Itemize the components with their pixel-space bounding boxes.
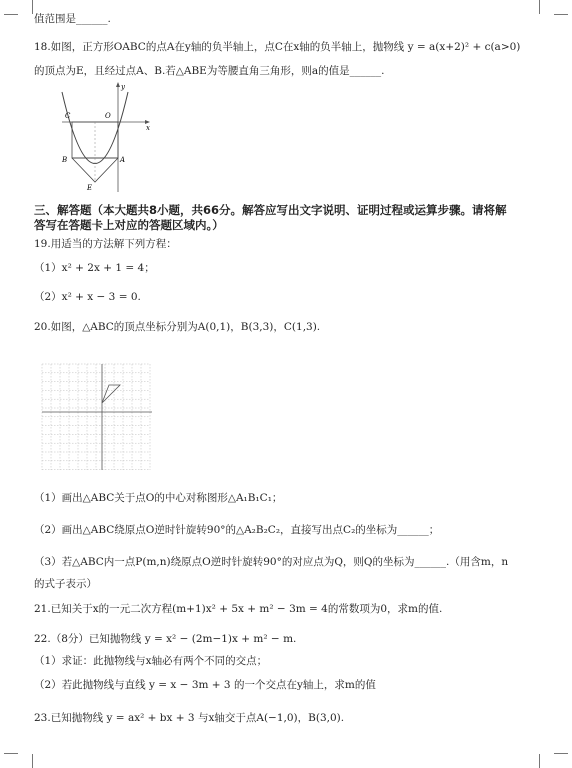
- section-heading-2: 答写在答题卡上对应的答题区域内。）: [34, 218, 224, 232]
- q19-text: 19.用适当的方法解下列方程：: [34, 238, 177, 250]
- label-B: B: [62, 156, 68, 164]
- label-C: C: [65, 112, 71, 120]
- crop-mark: [4, 753, 18, 754]
- label-O: O: [105, 112, 111, 120]
- q17-tail: 值范围是______.: [34, 13, 111, 25]
- crop-mark: [18, 754, 33, 768]
- section-heading: 三、解答题（本大题共8小题，共66分。解答应写出文字说明、证明过程或运算步骤。请将解: [34, 203, 507, 217]
- label-E: E: [87, 184, 93, 192]
- q22-text: 22.（8分）已知抛物线 y = x² − (2m−1)x + m² − m.: [34, 633, 297, 645]
- q20-part3: （3）若△ABC内一点P(m,n)绕原点O逆时针旋转90°的对应点为Q，则Q的坐标为______.（用含m，n: [34, 556, 509, 568]
- q22-part1: （1）求证：此抛物线与x轴必有两个不同的交点；: [34, 655, 268, 667]
- crop-mark: [554, 14, 568, 15]
- q19-part1: （1）x² + 2x + 1 = 4；: [34, 262, 155, 274]
- label-x: x: [146, 124, 150, 132]
- q22-part2: （2）若此抛物线与直线 y = x − 3m + 3 的一个交点在y轴上，求m的值: [34, 679, 376, 691]
- q20-part1: （1）画出△ABC关于点O的中心对称图形△A₁B₁C₁；: [34, 492, 283, 504]
- q20-part3-cont: 的式子表示）: [34, 578, 97, 590]
- q19-part2: （2）x² + x − 3 = 0.: [34, 291, 141, 303]
- label-A: A: [120, 156, 126, 164]
- q20-part2: （2）画出△ABC绕原点O逆时针旋转90°的△A₂B₂C₂，直接写出点C₂的坐标为______；: [34, 524, 440, 536]
- crop-mark: [554, 753, 568, 754]
- q18-text-2: 的顶点为E，且经过点A、B.若△ABE为等腰直角三角形，则a的值是______.: [34, 65, 385, 77]
- q18-figure: [56, 80, 160, 196]
- q23-text: 23.已知抛物线 y = ax² + bx + 3 与x轴交于点A(−1,0)，B(3,0).: [34, 712, 345, 724]
- crop-mark: [18, 0, 33, 14]
- label-y: y: [121, 83, 125, 91]
- q21-text: 21.已知关于x的一元二次方程(m+1)x² + 5x + m² − 3m = 4的常数项为0，求m的值.: [34, 603, 443, 615]
- q20-grid-figure: [38, 362, 154, 472]
- crop-mark: [539, 754, 554, 768]
- crop-mark: [4, 14, 18, 15]
- q20-text: 20.如图，△ABC的顶点坐标分别为A(0,1)，B(3,3)，C(1,3).: [34, 321, 321, 333]
- q18-text: 18.如图，正方形OABC的点A在y轴的负半轴上，点C在x轴的负半轴上，抛物线 y = a(x+2)² + c(a>0): [34, 41, 521, 53]
